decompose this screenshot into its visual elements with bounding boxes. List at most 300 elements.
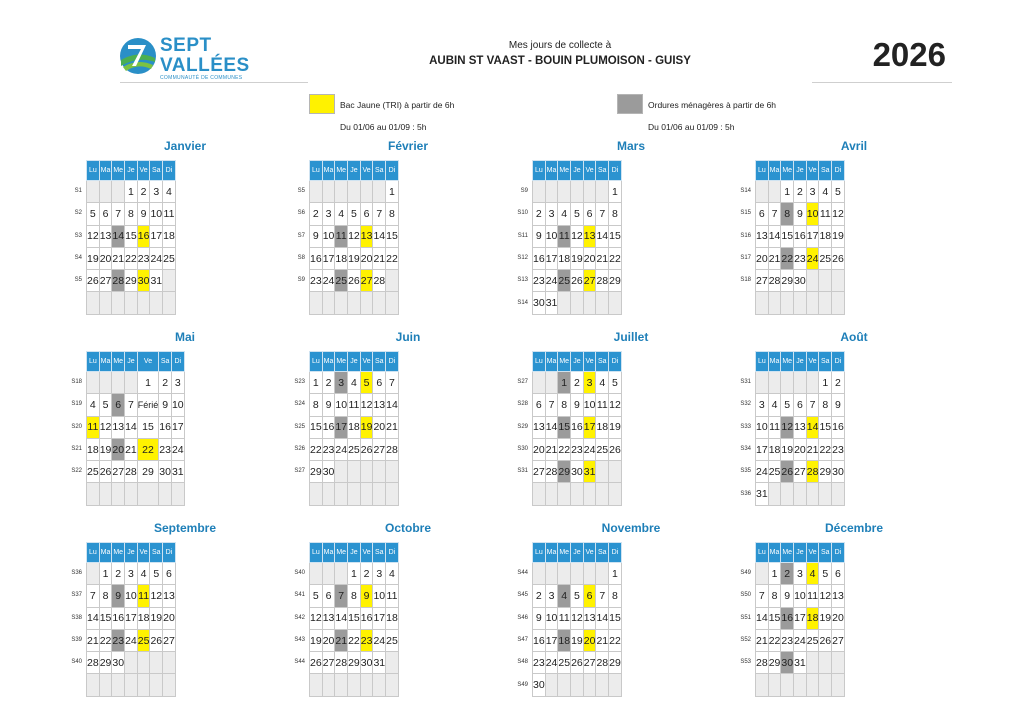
week-row (756, 483, 845, 505)
week-number: S6 (297, 210, 305, 217)
empty-cell (583, 674, 596, 696)
day-cell: 18 (335, 247, 348, 269)
month-grid (532, 351, 622, 506)
empty-cell (99, 674, 112, 696)
weekday-header: Me (558, 161, 571, 181)
day-cell: 15 (310, 416, 323, 438)
weekday-header: Lu (756, 352, 769, 372)
week-number: S21 (71, 445, 82, 452)
day-cell: 14 (596, 225, 609, 247)
week-number: S52 (740, 636, 751, 643)
weekday-header: Di (163, 543, 176, 563)
day-cell: 5 (609, 372, 622, 394)
day-cell: 26 (87, 270, 100, 292)
day-cell: 22 (99, 629, 112, 651)
day-cell: 5 (348, 203, 361, 225)
week-number: S27 (294, 468, 305, 475)
day-cell: 24 (806, 247, 819, 269)
week-row (310, 416, 399, 438)
empty-cell (571, 563, 584, 585)
week-row (756, 247, 845, 269)
empty-cell (794, 372, 807, 394)
day-cell: 18 (806, 607, 819, 629)
day-cell: 29 (125, 270, 138, 292)
week-number: S33 (740, 423, 751, 430)
weekday-header: Lu (87, 161, 100, 181)
week-row (533, 203, 622, 225)
day-cell: 4 (596, 372, 609, 394)
day-cell: 2 (310, 203, 323, 225)
day-cell: 22 (137, 438, 159, 460)
day-cell: 22 (609, 247, 622, 269)
day-cell: 26 (819, 629, 832, 651)
day-cell: 10 (125, 585, 138, 607)
weekday-header: Ma (322, 543, 335, 563)
day-cell: 25 (596, 438, 609, 460)
day-cell: 6 (322, 585, 335, 607)
weekday-header: Me (335, 161, 348, 181)
day-cell: 16 (360, 607, 373, 629)
day-cell: 13 (583, 225, 596, 247)
day-cell: 19 (832, 225, 845, 247)
day-cell: 30 (137, 270, 150, 292)
day-cell: 30 (112, 652, 125, 674)
day-cell: 20 (583, 247, 596, 269)
day-cell: 11 (386, 585, 399, 607)
day-cell: 10 (806, 203, 819, 225)
day-cell: 20 (99, 247, 112, 269)
empty-cell (137, 674, 150, 696)
day-cell: 17 (150, 225, 163, 247)
day-cell: 14 (545, 416, 558, 438)
empty-cell (99, 181, 112, 203)
week-number: S44 (517, 570, 528, 576)
day-cell: 21 (373, 247, 386, 269)
empty-cell (756, 372, 769, 394)
empty-cell (781, 372, 794, 394)
week-number: S46 (517, 614, 528, 621)
day-cell: 27 (583, 270, 596, 292)
week-number: S17 (740, 254, 751, 261)
day-cell: 19 (360, 416, 373, 438)
day-cell: 17 (373, 607, 386, 629)
weekday-header: Je (125, 352, 138, 372)
week-row (87, 181, 176, 203)
day-cell: 13 (583, 607, 596, 629)
day-cell: 20 (533, 438, 546, 460)
week-number: S3 (74, 232, 82, 239)
day-cell: 30 (794, 270, 807, 292)
empty-cell (348, 292, 361, 314)
day-cell: 2 (571, 372, 584, 394)
day-cell: 2 (781, 563, 794, 585)
day-cell: 24 (171, 438, 184, 460)
day-cell: 11 (348, 394, 361, 416)
week-number: S7 (297, 232, 305, 239)
day-cell: 10 (335, 394, 348, 416)
week-row (533, 181, 622, 203)
day-cell: 5 (99, 394, 112, 416)
week-row (87, 652, 176, 674)
weekday-header: Je (348, 161, 361, 181)
empty-cell (596, 674, 609, 696)
week-row (533, 416, 622, 438)
week-row (310, 292, 399, 314)
day-cell: 20 (832, 607, 845, 629)
day-cell: 11 (87, 416, 100, 438)
day-cell: 9 (794, 203, 807, 225)
day-cell: 6 (163, 563, 176, 585)
week-row (533, 225, 622, 247)
empty-cell (583, 563, 596, 585)
day-cell: 26 (99, 461, 112, 483)
day-cell: 9 (533, 607, 546, 629)
day-cell: 10 (756, 416, 769, 438)
legend-gray-label: Ordures ménagères à partir de 6h (648, 100, 777, 110)
weekday-header: Di (609, 543, 622, 563)
weekday-header: Me (112, 352, 125, 372)
day-cell: 13 (832, 585, 845, 607)
day-cell: 31 (373, 652, 386, 674)
month-title: Janvier (163, 139, 207, 153)
day-cell: 10 (150, 203, 163, 225)
weekday-header: Lu (310, 543, 323, 563)
day-cell: 2 (533, 203, 546, 225)
empty-cell (832, 270, 845, 292)
empty-cell (322, 674, 335, 696)
week-row (533, 461, 622, 483)
month-title: Août (840, 330, 868, 344)
day-cell: 10 (322, 225, 335, 247)
day-cell: 24 (545, 652, 558, 674)
week-row (87, 203, 176, 225)
empty-cell (583, 181, 596, 203)
day-cell: 30 (533, 674, 546, 696)
empty-cell (373, 674, 386, 696)
weekday-header: Ve (806, 161, 819, 181)
day-cell: 12 (571, 607, 584, 629)
weekday-header: Di (832, 352, 845, 372)
day-cell: 9 (533, 225, 546, 247)
week-row (310, 394, 399, 416)
month-title: Octobre (384, 521, 431, 535)
day-cell: 12 (571, 225, 584, 247)
weekday-header: Ve (583, 352, 596, 372)
day-cell: 1 (386, 181, 399, 203)
weekday-header: Me (112, 543, 125, 563)
empty-cell (609, 674, 622, 696)
day-cell: 17 (322, 247, 335, 269)
day-cell: 12 (832, 203, 845, 225)
week-row (756, 416, 845, 438)
empty-cell (609, 292, 622, 314)
day-cell: 14 (125, 416, 138, 438)
empty-cell (832, 292, 845, 314)
empty-cell (159, 483, 172, 505)
empty-cell (768, 181, 781, 203)
week-number: S23 (294, 379, 305, 385)
day-cell: 13 (794, 416, 807, 438)
day-cell: 20 (163, 607, 176, 629)
week-row (87, 438, 185, 460)
empty-cell (137, 483, 159, 505)
day-cell: 3 (125, 563, 138, 585)
week-row (533, 438, 622, 460)
week-row (310, 674, 399, 696)
empty-cell (87, 292, 100, 314)
weekday-header: Me (781, 543, 794, 563)
week-row (756, 652, 845, 674)
day-cell: 15 (768, 607, 781, 629)
month-title: Avril (840, 139, 868, 153)
day-cell: 21 (596, 247, 609, 269)
weekday-header: Me (335, 352, 348, 372)
weekday-header: Ma (322, 352, 335, 372)
day-cell: 24 (125, 629, 138, 651)
weekday-header: Me (558, 543, 571, 563)
day-cell: 18 (768, 438, 781, 460)
divider-left (120, 82, 308, 83)
day-cell: 14 (756, 607, 769, 629)
empty-cell (386, 674, 399, 696)
day-cell: 2 (832, 372, 845, 394)
day-cell: 15 (558, 416, 571, 438)
empty-cell (373, 181, 386, 203)
week-row (310, 585, 399, 607)
empty-cell (99, 483, 112, 505)
week-row (533, 674, 622, 696)
empty-cell (609, 461, 622, 483)
day-cell: 6 (112, 394, 125, 416)
week-row (310, 270, 399, 292)
empty-cell (756, 563, 769, 585)
weekday-header: Lu (756, 543, 769, 563)
day-cell: 5 (819, 563, 832, 585)
empty-cell (150, 652, 163, 674)
day-cell: 31 (171, 461, 184, 483)
month-grid (309, 351, 399, 506)
day-cell: 7 (386, 372, 399, 394)
day-cell: 16 (159, 416, 172, 438)
day-cell: 4 (163, 181, 176, 203)
day-cell: 26 (310, 652, 323, 674)
empty-cell (768, 674, 781, 696)
month-grid (309, 542, 399, 697)
weekday-header: Sa (373, 161, 386, 181)
day-cell: 5 (571, 585, 584, 607)
day-cell: 25 (768, 461, 781, 483)
day-cell: 15 (99, 607, 112, 629)
day-cell: 8 (558, 394, 571, 416)
day-cell: 10 (545, 225, 558, 247)
week-number: S43 (294, 636, 305, 643)
week-number: S25 (294, 423, 305, 430)
empty-cell (373, 461, 386, 483)
day-cell: 14 (373, 225, 386, 247)
weekday-header: Me (781, 352, 794, 372)
day-cell: 14 (87, 607, 100, 629)
day-cell: 24 (794, 629, 807, 651)
week-number: S53 (740, 659, 751, 666)
week-row (533, 585, 622, 607)
month-title: Novembre (601, 521, 661, 535)
day-cell: 19 (609, 416, 622, 438)
empty-cell (348, 181, 361, 203)
month-title: Mai (174, 330, 195, 344)
empty-cell (348, 461, 361, 483)
day-cell: 15 (137, 416, 159, 438)
week-row (533, 394, 622, 416)
day-cell: 1 (125, 181, 138, 203)
day-cell: 23 (360, 629, 373, 651)
day-cell: 21 (87, 629, 100, 651)
empty-cell (386, 652, 399, 674)
week-row (310, 181, 399, 203)
day-cell: 7 (335, 585, 348, 607)
empty-cell (558, 181, 571, 203)
day-cell: 3 (335, 372, 348, 394)
day-cell: 8 (609, 585, 622, 607)
month-grid (755, 351, 845, 506)
week-row (756, 438, 845, 460)
empty-cell (596, 181, 609, 203)
day-cell: 19 (348, 247, 361, 269)
weekday-header: Ve (806, 543, 819, 563)
week-row (756, 629, 845, 651)
week-number: S28 (517, 401, 528, 408)
week-number: S38 (71, 614, 82, 621)
day-cell: 25 (348, 438, 361, 460)
day-cell: 16 (533, 629, 546, 651)
day-cell: 21 (386, 416, 399, 438)
day-cell: 27 (832, 629, 845, 651)
empty-cell (756, 292, 769, 314)
day-cell: 4 (768, 394, 781, 416)
empty-cell (335, 483, 348, 505)
week-number: S37 (71, 592, 82, 599)
day-cell: 8 (348, 585, 361, 607)
day-cell: 12 (609, 394, 622, 416)
day-cell: 25 (819, 247, 832, 269)
empty-cell (768, 372, 781, 394)
day-cell: 1 (819, 372, 832, 394)
day-cell: 17 (756, 438, 769, 460)
day-cell: 26 (360, 438, 373, 460)
day-cell: 16 (112, 607, 125, 629)
day-cell: 17 (806, 225, 819, 247)
day-cell: 11 (768, 416, 781, 438)
day-cell: 6 (99, 203, 112, 225)
day-cell: 10 (545, 607, 558, 629)
week-row (756, 674, 845, 696)
day-cell: 14 (596, 607, 609, 629)
day-cell: 3 (545, 203, 558, 225)
day-cell: 6 (533, 394, 546, 416)
day-cell: 31 (583, 461, 596, 483)
week-row (87, 607, 176, 629)
day-cell: 5 (310, 585, 323, 607)
week-number: S39 (71, 636, 82, 643)
weekday-header: Di (171, 352, 184, 372)
week-row (87, 372, 185, 394)
week-number: S22 (71, 468, 82, 475)
day-cell: 21 (756, 629, 769, 651)
day-cell: 15 (609, 225, 622, 247)
week-number: S36 (740, 490, 751, 497)
empty-cell (571, 292, 584, 314)
day-cell: 11 (819, 203, 832, 225)
day-cell: 4 (335, 203, 348, 225)
day-cell: 9 (781, 585, 794, 607)
day-cell: 25 (806, 629, 819, 651)
empty-cell (348, 483, 361, 505)
day-cell: 29 (819, 461, 832, 483)
empty-cell (373, 292, 386, 314)
day-cell: 29 (768, 652, 781, 674)
day-cell: 12 (781, 416, 794, 438)
week-row (756, 292, 845, 314)
week-row (533, 247, 622, 269)
day-cell: 6 (832, 563, 845, 585)
weekday-header: Di (386, 352, 399, 372)
day-cell: 1 (348, 563, 361, 585)
day-cell: 18 (558, 629, 571, 651)
day-cell: 23 (832, 438, 845, 460)
day-cell: 8 (768, 585, 781, 607)
day-cell: 16 (533, 247, 546, 269)
empty-cell (150, 292, 163, 314)
week-number: S40 (71, 659, 82, 666)
empty-cell (583, 483, 596, 505)
empty-cell (819, 292, 832, 314)
day-cell: 20 (112, 438, 125, 460)
day-cell: 6 (360, 203, 373, 225)
empty-cell (794, 483, 807, 505)
day-cell: 23 (571, 438, 584, 460)
empty-cell (360, 461, 373, 483)
month-grid (755, 160, 845, 315)
weekday-header: Lu (533, 352, 546, 372)
empty-cell (310, 181, 323, 203)
day-cell: 24 (335, 438, 348, 460)
week-row (310, 563, 399, 585)
empty-cell (545, 181, 558, 203)
day-cell: 3 (583, 372, 596, 394)
week-row (87, 416, 185, 438)
day-cell: 22 (781, 247, 794, 269)
week-number: S20 (71, 423, 82, 430)
day-cell: 19 (819, 607, 832, 629)
day-cell: 26 (781, 461, 794, 483)
day-cell: 8 (310, 394, 323, 416)
week-number: S29 (517, 423, 528, 430)
day-cell: 25 (386, 629, 399, 651)
divider-right (812, 82, 952, 83)
legend-gray-swatch (617, 94, 643, 114)
day-cell: 26 (571, 652, 584, 674)
week-row (533, 607, 622, 629)
day-cell: 15 (386, 225, 399, 247)
empty-cell (545, 563, 558, 585)
day-cell: 15 (348, 607, 361, 629)
empty-cell (768, 292, 781, 314)
day-cell: 27 (794, 461, 807, 483)
day-cell: 22 (558, 438, 571, 460)
empty-cell (360, 181, 373, 203)
day-cell: 4 (348, 372, 361, 394)
header-subtitle: Mes jours de collecte à (508, 40, 612, 51)
day-cell: 1 (558, 372, 571, 394)
